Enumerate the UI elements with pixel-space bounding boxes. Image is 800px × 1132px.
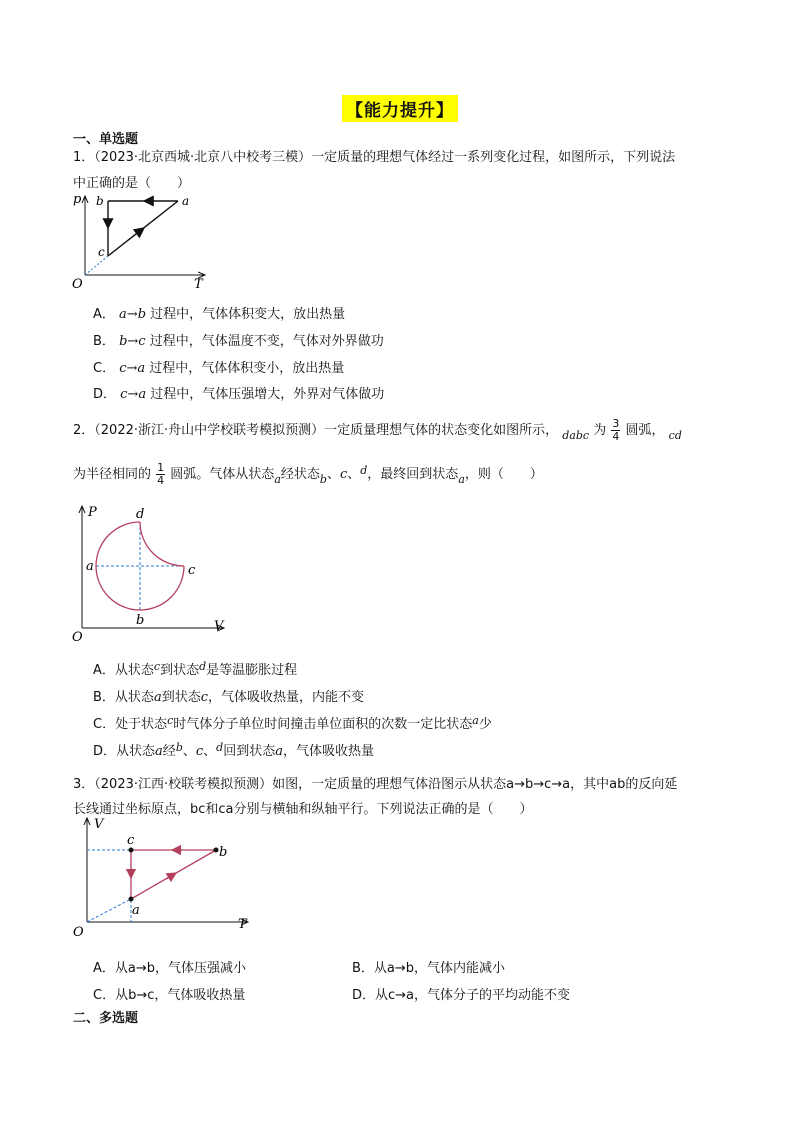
q2-stem-line1	[73, 418, 682, 443]
q1-origin-label: O	[72, 277, 83, 292]
q2-symbol-c: c	[339, 467, 348, 482]
q1-option-a-path: a→b	[119, 307, 147, 322]
q3-point-c-label: c	[127, 833, 135, 848]
q1-option-b-letter: B．	[93, 334, 115, 349]
q3-stem-line2: 长线通过坐标原点，bc和ca分别与横轴和纵轴平行。下列说法正确的是（ ）	[73, 802, 533, 817]
q3-figure-v-t-diagram	[70, 812, 260, 942]
q1-option-c-path: c→a	[119, 361, 146, 376]
q2-figure-p-v-diagram	[68, 500, 233, 645]
q2-option-c[interactable]	[93, 713, 492, 732]
q2-fraction-one-quarter	[156, 462, 165, 487]
q3-option-c-letter: C．	[93, 988, 116, 1003]
q2-option-c-letter: C．	[93, 717, 116, 732]
q2-sep1: 、	[326, 467, 340, 482]
q2-symbol-a: a	[274, 473, 281, 486]
q2-line2-text4: ，最终回到状态	[367, 467, 459, 482]
q1-option-b-path: b→c	[119, 334, 146, 349]
q1-option-c[interactable]	[93, 357, 344, 376]
q1-point-b-label: b	[96, 194, 104, 208]
q3-option-d-letter: D．	[352, 988, 376, 1003]
q2-frac2-denominator: 4	[157, 474, 165, 487]
q2-option-c-sym2: a	[472, 714, 479, 727]
q2-frac1-numerator: 3	[612, 417, 620, 430]
q2-option-d-sym4: d	[216, 741, 224, 754]
q3-origin-label: O	[73, 925, 84, 940]
q2-option-b-text3: ，气体吸收热量，内能不变	[208, 690, 365, 705]
section-heading-multiple-choice: 二、多选题	[73, 1011, 139, 1026]
q2-option-b-letter: B．	[93, 690, 115, 705]
q2-point-a-label: a	[86, 559, 94, 574]
q2-option-a-text1: 从状态	[114, 663, 154, 678]
q3-option-a[interactable]	[93, 957, 246, 976]
q2-option-a-text3: 是等温膨胀过程	[206, 663, 298, 678]
q2-option-b-sym1: a	[153, 690, 162, 705]
q1-option-c-letter: C．	[93, 361, 116, 376]
q2-point-b-label: b	[136, 613, 145, 628]
q3-option-d[interactable]	[352, 984, 570, 1003]
q2-word-wei: 为	[593, 423, 607, 438]
q1-option-d-path: c→a	[120, 387, 147, 402]
q2-option-d-text6: ，气体吸收热量	[283, 744, 375, 759]
q3-option-b-text: 从a→b，气体内能减小	[373, 961, 506, 976]
q1-axis-y-label: p	[73, 192, 82, 207]
q2-point-c-label: c	[188, 563, 196, 578]
q2-frac1-denominator: 4	[612, 430, 620, 443]
q2-option-b[interactable]	[93, 686, 364, 705]
q2-option-a-letter: A．	[93, 663, 115, 678]
q1-axis-x-label: T	[194, 277, 203, 292]
q1-stem-line1: 1．（2023·北京西城·北京八中校考三模）一定质量的理想气体经过一系列变化过程，如图所示，下列说法	[73, 150, 676, 165]
q1-point-a-label: a	[182, 194, 190, 208]
q2-frac2-numerator: 1	[157, 461, 165, 474]
q3-point-b	[214, 848, 219, 853]
q2-symbol-b: b	[319, 473, 327, 486]
q2-origin-label: O	[72, 630, 83, 645]
q1-option-b-text: 过程中，气体温度不变，气体对外界做功	[149, 334, 384, 349]
q2-sep2: 、	[347, 467, 361, 482]
q2-axis-x-label: V	[214, 619, 224, 634]
q2-option-d-text3: 、	[182, 744, 196, 759]
q1-option-b[interactable]	[93, 330, 384, 349]
q2-axis-y-label: P	[88, 505, 97, 520]
q1-option-d-text: 过程中，气体压强增大，外界对气体做功	[150, 387, 385, 402]
q2-point-d-label: d	[136, 507, 145, 522]
q1-option-a[interactable]	[93, 303, 345, 322]
q3-stem-line1: 3．（2023·江西·校联考模拟预测）如图，一定质量的理想气体沿图示从状态a→b→c→a，其中ab的反向延	[73, 777, 678, 792]
q2-option-b-text2: 到状态	[161, 690, 201, 705]
q2-option-d-text1: 从状态	[116, 744, 156, 759]
q2-option-d-sym5: a	[275, 744, 283, 759]
q2-option-d[interactable]	[93, 740, 374, 759]
q2-option-d-letter: D．	[93, 744, 117, 759]
q2-stem-text: 2．（2022·浙江·舟山中学校联考模拟预测）一定质量理想气体的状态变化如图所示，	[73, 423, 559, 438]
q3-axis-x-label: T	[238, 917, 247, 932]
q2-arc-cd	[140, 522, 184, 566]
q2-option-d-text5: 回到状态	[223, 744, 276, 759]
q3-option-c[interactable]	[93, 984, 245, 1003]
q2-option-b-sym2: c	[200, 690, 208, 705]
q2-option-d-text4: 、	[203, 744, 217, 759]
q2-line2-text5: ，则（ ）	[464, 467, 543, 482]
q3-option-c-text: 从b→c，气体吸收热量	[115, 988, 246, 1003]
q3-option-a-letter: A．	[93, 961, 115, 976]
q2-option-d-sym3: c	[195, 744, 204, 759]
q2-option-d-sym1: a	[155, 744, 163, 759]
q3-point-b-label: b	[219, 845, 228, 860]
q3-point-a-label: a	[132, 903, 140, 918]
q2-line2-text1: 为半径相同的	[73, 467, 152, 482]
q1-stem-line2: 中正确的是（ ）	[73, 176, 191, 191]
q2-symbol-dabc: dabc	[562, 429, 590, 442]
q2-option-c-sym1: c	[167, 714, 174, 727]
q1-option-d-letter: D．	[93, 387, 117, 402]
q2-arc-dabc	[96, 522, 184, 610]
q1-option-c-text: 过程中，气体体积变小，放出热量	[149, 361, 345, 376]
q1-option-a-text: 过程中，气体体积变大，放出热量	[150, 307, 346, 322]
q2-option-d-text2: 经	[162, 744, 176, 759]
q1-option-a-letter: A．	[93, 307, 115, 322]
q1-figure-p-t-diagram	[70, 188, 215, 293]
q2-option-a-sym2: d	[199, 660, 207, 673]
q2-option-c-text3: 少	[478, 717, 492, 732]
q3-point-c	[129, 848, 134, 853]
q2-line2-text3: 经状态	[280, 467, 320, 482]
q3-option-a-text: 从a→b，气体压强减小	[114, 961, 247, 976]
q2-option-b-text1: 从状态	[114, 690, 154, 705]
page-title: 【能力提升】	[342, 95, 458, 122]
q2-line2-text2: 圆弧。气体从状态	[170, 467, 275, 482]
q3-option-d-text: 从c→a，气体分子的平均动能不变	[375, 988, 571, 1003]
q2-option-c-text2: 时气体分子单位时间撞击单位面积的次数一定比状态	[173, 717, 473, 732]
q2-word-arc: 圆弧，	[625, 423, 665, 438]
q3-axis-y-label: V	[94, 817, 104, 832]
q2-stem-line2	[73, 462, 543, 487]
section-heading-single-choice: 一、单选题	[73, 132, 139, 147]
q3-dashed-extension-ab	[87, 899, 131, 922]
q2-symbol-a2: a	[458, 473, 465, 486]
q1-option-d[interactable]	[93, 383, 384, 402]
q3-option-b[interactable]	[352, 957, 505, 976]
q2-option-a-sym1: c	[153, 660, 161, 673]
q2-option-a-text2: 到状态	[160, 663, 200, 678]
q2-fraction-three-quarters	[611, 418, 620, 443]
q2-option-d-sym2: b	[175, 741, 183, 754]
q2-option-a[interactable]	[93, 659, 297, 678]
q2-symbol-d: d	[360, 464, 368, 477]
q2-symbol-cd: cd	[668, 429, 682, 442]
q3-option-b-letter: B．	[352, 961, 374, 976]
q3-point-a	[129, 897, 134, 902]
q1-point-c-label: c	[98, 245, 105, 259]
q2-option-c-text1: 处于状态	[115, 717, 168, 732]
